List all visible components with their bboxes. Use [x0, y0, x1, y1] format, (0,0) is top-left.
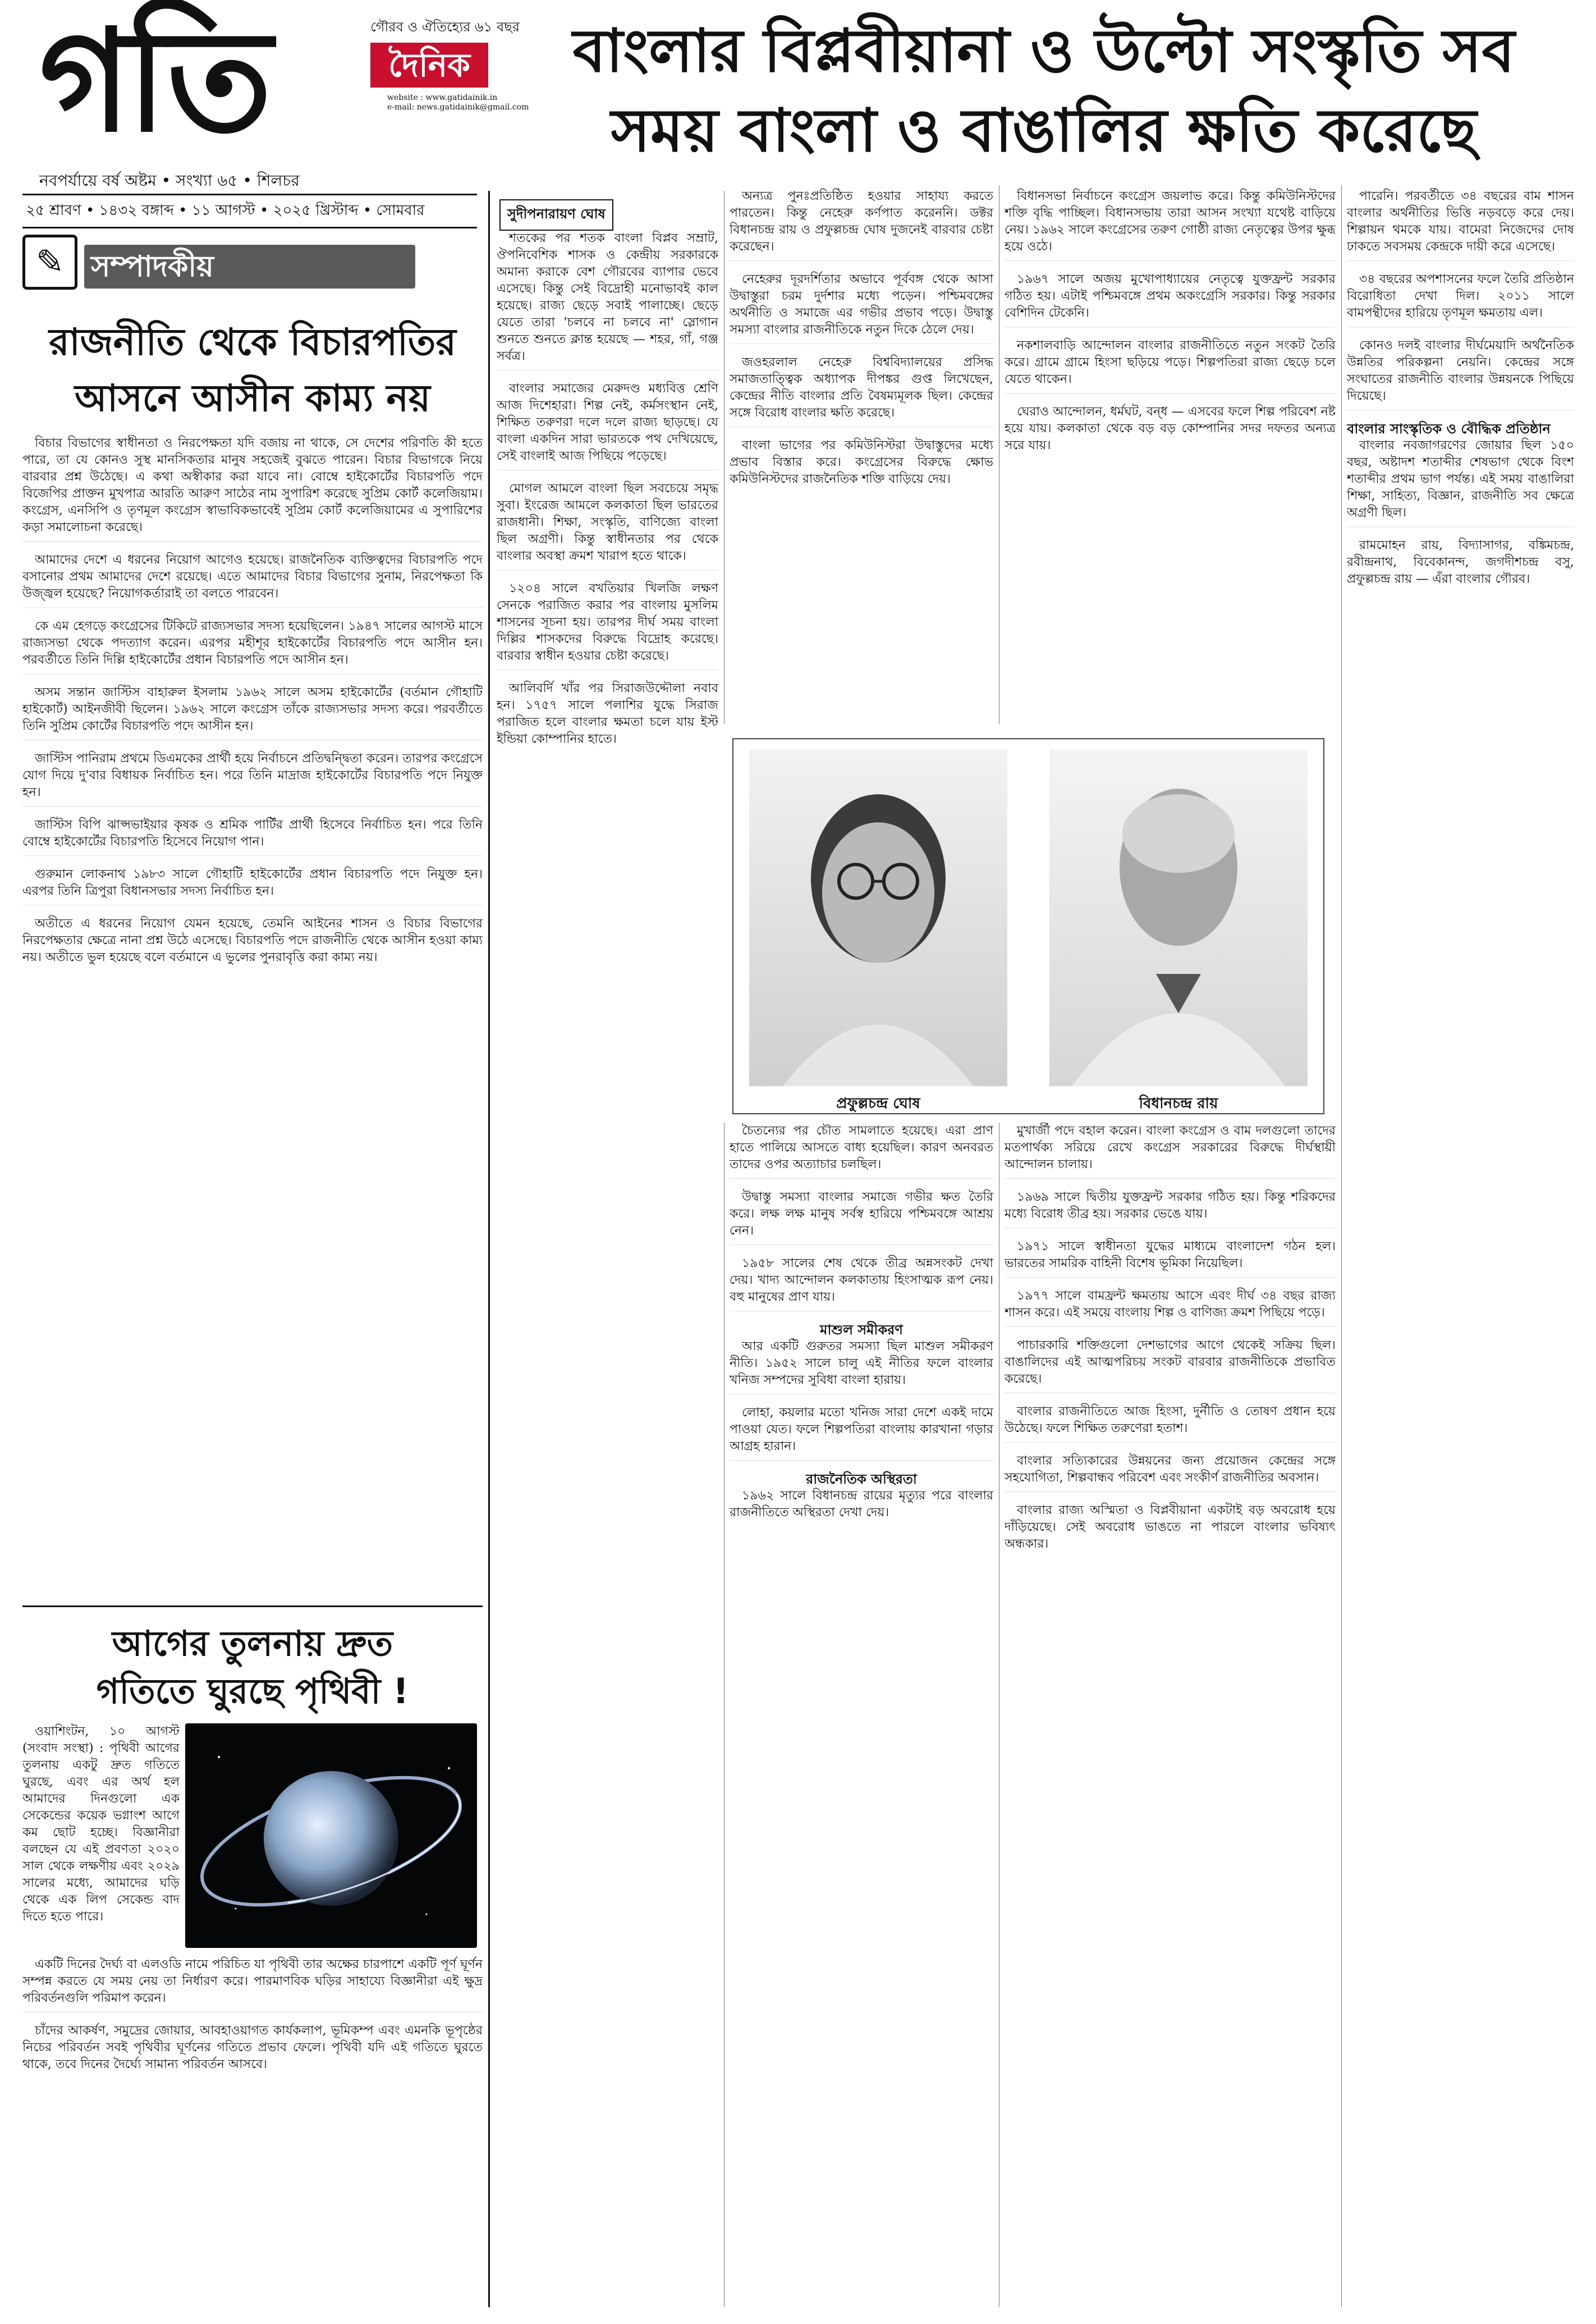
byline-box — [499, 199, 613, 231]
issue-info: নবপর্যায়ে বর্ষ অষ্টম • সংখ্যা ৬৫ • শিলচর — [39, 171, 300, 190]
paragraph: আলিবর্দি খাঁর পর সিরাজউদ্দৌলা নবাব হন। ১৭৫৭ সালে পলাশির যুদ্ধে সিরাজ পরাজিত হলে বাংলার ক্ষমতা চলে যায় ইস্ট ইন্ডিয়া কোম্পানির হাতে। — [497, 681, 718, 746]
subheading: রাজনৈতিক অস্থিরতা — [806, 1471, 917, 1487]
feature-column-1 — [497, 230, 718, 2302]
portrait-silhouette-1 — [749, 749, 1007, 1086]
editorial-body — [22, 435, 483, 1600]
paragraph: নকশালবাড়ি আন্দোলন বাংলার রাজনীতিতে নতুন সংকট তৈরি করে। গ্রামে গ্রামে হিংসা ছড়িয়ে পড়ে। শিল্পপতিরা রাজ্য ছেড়ে চলে যেতে থাকেন। — [1005, 338, 1336, 386]
world-news-body — [22, 1956, 483, 2304]
subheading: মাশুল সমীকরণ — [820, 1321, 903, 1338]
paragraph: লোহা, কয়লার মতো খনিজ সারা দেশে একই দামে পাওয়া যেত। ফলে শিল্পপতিরা বাংলায় কারখানা গড়ার আগ্রহ হারান। — [730, 1406, 993, 1453]
portrait-photo-prafulla-chandra-ghosh — [749, 749, 1007, 1086]
feature-column-5 — [730, 1123, 993, 2304]
paragraph: বিধানসভা নির্বাচনে কংগ্রেস জয়লাভ করে। কিন্তু কমিউনিস্টদের শক্তি বৃদ্ধি পাচ্ছিল। বিধানসভায় তারা আসন সংখ্যা যথেষ্ট বাড়িয়ে নেয়। ১৯৬২ সালে কংগ্রেসের তরুণ গোষ্ঠী রাজ্য নেতৃত্বের উপর ক্ষুব্ধ হয়ে ওঠে। — [1005, 189, 1336, 254]
portrait-silhouette-2 — [1049, 749, 1308, 1086]
paragraph: নেহেরুর দূরদর্শিতার অভাবে পূর্ববঙ্গ থেকে আসা উদ্বাস্তুরা চরম দুর্দশার মধ্যে পড়েন। পশ্চিমবঙ্গের অর্থনীতি ও সমাজে এর গভীর প্রভাব পড়ে। উদ্বাস্তু সমস্যা বাংলার রাজনীতিকে নতুন দিকে ঠেলে দেয়। — [730, 272, 993, 337]
paragraph: চৈতন্যের পর চৌত সামলাতে হয়েছে। এরা প্রাণ হাতে পালিয়ে আসতে বাধ্য হয়েছিল। কারণ অনবরত তাদের ওপর অত্যাচার চলছিল। — [730, 1124, 993, 1172]
paragraph: ১৯৭৭ সালে বামফ্রন্ট ক্ষমতায় আসে এবং দীর্ঘ ৩৪ বছর রাজ্য শাসন করে। এই সময়ে বাংলায় শিল্প ও বাণিজ্য ক্রমশ পিছিয়ে পড়ে। — [1005, 1289, 1336, 1320]
feature-column-3 — [1005, 188, 1336, 721]
paragraph: শতকের পর শতক বাংলা বিপ্লব সম্রাট, ঔপনিবেশিক শাসক ও কেন্দ্রীয় সরকারকে অমান্য করাকে বেশ গৌরবের ব্যাপার ভেবে এসেছে। কিন্তু সেই বিদ্রোহী মনোভাবই কাল হয়েছে। রাজ্য ছেড়ে সবাই পালাচ্ছে। ছেড়ে যেতে তারা 'চলবে না চলবে না' স্লোগান শুনতে শুনতে ক্লান্ত হয়েছে — শহর, গাঁ, গঞ্জ সর্বত্র। — [497, 231, 718, 363]
lead-headline — [505, 11, 1583, 171]
photo-caption-1: প্রফুল্লচন্দ্র ঘোষ — [836, 1095, 920, 1112]
subheading: বাংলার সাংস্কৃতিক ও বৌদ্ধিক প্রতিষ্ঠান — [1347, 420, 1551, 437]
paragraph: চাঁদের আকর্ষণ, সমুদ্রের জোয়ার, আবহাওয়াগত কার্যকলাপ, ভূমিকম্প এবং এমনকি ভূপৃষ্ঠের নিচের পরিবর্তন সবই পৃথিবীর ঘূর্ণনের গতিতে প্রভাব ফেলে। পৃথিবী যদি এই গতিতে ঘুরতে থাকে, তবে দিনের দৈর্ঘ্যে সামান্য পরিবর্তন আসবে। — [22, 2024, 483, 2071]
paragraph: ১৯৬৯ সালে দ্বিতীয় যুক্তফ্রন্ট সরকার গঠিত হয়। কিন্তু শরিকদের মধ্যে বিরোধ তীব্র হয়। সরকার ভেঙে যায়। — [1005, 1190, 1336, 1221]
paragraph: ১৯৬২ সালে বিধানচন্দ্র রায়ের মৃত্যুর পরে বাংলার রাজনীতিতে অস্থিরতা দেখা দেয়। — [730, 1489, 993, 1520]
paragraph: রামমোহন রায়, বিদ্যাসাগর, বঙ্কিমচন্দ্র, রবীন্দ্রনাথ, বিবেকানন্দ, জগদীশচন্দ্র বসু, প্রফুল্লচন্দ্র রায় — এঁরা বাংলার গৌরব। — [1347, 538, 1574, 586]
paragraph: জাস্টিস বিপি ঝাপ্সভাইয়ার কৃষক ও শ্রমিক পার্টির প্রার্থী হিসেবে নির্বাচিত হন। পরে তিনি বোম্বে হাইকোর্টের বিচারপতি হিসেবে নিয়োগ পান। — [22, 818, 483, 849]
paragraph: মোগল আমলে বাংলা ছিল সবচেয়ে সমৃদ্ধ সুবা। ইংরেজ আমলে কলকাতা ছিল ভারতের রাজধানী। শিক্ষা, সংস্কৃতি, বাণিজ্যে বাংলা ছিল অগ্রণী। কিন্তু স্বাধীনতার পর থেকে বাংলার অবস্থা ক্রমশ খারাপ হতে থাকে। — [497, 482, 718, 563]
paragraph: ১৯৫৮ সালের শেষ থেকে তীব্র অন্নসংকট দেখা দেয়। খাদ্য আন্দোলন কলকাতায় হিংসাত্মক রূপ নেয়। বহু মানুষের প্রাণ যায়। — [730, 1256, 993, 1304]
paragraph: আর একটি গুরুতর সমস্যা ছিল মাশুল সমীকরণ নীতি। ১৯৫২ সালে চালু এই নীতির ফলে বাংলার খনিজ সম্পদের সুবিধা বাংলা হারায়। — [730, 1339, 993, 1387]
paragraph: কে এম হেগড়ে কংগ্রেসের টিকিটে রাজ্যসভার সদস্য হয়েছিলেন। ১৯৪৭ সালের আগস্ট মাসে রাজ্যসভা থেকে পদত্যাগ করেন। এরপর মহীশূর হাইকোর্টের বিচারপতি পদে আসীন হন। পরবর্তীতে তিনি দিল্লি হাইকোর্টের প্রধান বিচারপতি পদে আসীন হন। — [22, 619, 483, 667]
byline: সুদীপনারায়ণ ঘোষ — [499, 199, 613, 231]
edition-badge: দৈনিক — [370, 43, 488, 88]
world-news-headline-line2: গতিতে ঘুরছে পৃথিবী ! — [96, 1671, 409, 1712]
world-news-headline-line1: আগের তুলনায় দ্রুত — [112, 1623, 393, 1664]
lead-headline-line2: সময় বাংলা ও বাঙালির ক্ষতি করেছে — [611, 96, 1477, 165]
paragraph: জাস্টিস পানিরাম প্রথমে ডিএমকের প্রার্থী হয়ে নির্বাচনে প্রতিদ্বন্দ্বিতা করেন। তারপর কংগ্রেসে যোগ দিয়ে দু'বার বিধায়ক নির্বাচিত হন। পরে তিনি মাদ্রাজ হাইকোর্টের বিচারপতি পদে নিযুক্ত হন। — [22, 752, 483, 799]
column-divider — [488, 191, 490, 2307]
paragraph: ১৯৬৭ সালে অজয় মুখোপাধ্যায়ের নেতৃত্বে যুক্তফ্রন্ট সরকার গঠিত হয়। এটাই পশ্চিমবঙ্গে প্রথম অকংগ্রেসি সরকার। কিন্তু সরকার বেশিদিন টেকেনি। — [1005, 272, 1336, 320]
paragraph: জওহরলাল নেহেরু বিশ্ববিদ্যালয়ের প্রসিদ্ধ সমাজতাত্ত্বিক অধ্যাপক দীপঙ্কর গুপ্ত লিখেছেন, কেন্দ্রের নীতি বাংলার প্রতি বৈষম্যমূলক ছিল। কেন্দ্রের সঙ্গে বিরোধ বাংলার ক্ষতি করেছে। — [730, 355, 993, 420]
paragraph: আমাদের দেশে এ ধরনের নিয়োগ আগেও হয়েছে। রাজনৈতিক ব্যক্তিত্বদের বিচারপতি পদে বসানোর প্রথম আমাদের দেশে রয়েছে। এতে আমাদের বিচার বিভাগের সুনাম, নিরপেক্ষতা কি উজ্জ্বল হয়েছে? নিয়োগকর্তারাই তা বলতে পারবেন। — [22, 553, 483, 601]
paragraph: মুখার্জী পদে বহাল করেন। বাংলা কংগ্রেস ও বাম দলগুলো তাদের মতপার্থক্য সরিয়ে রেখে কংগ্রেস সরকারের বিরুদ্ধে দীর্ঘস্থায়ী আন্দোলন চালায়। — [1005, 1124, 1336, 1172]
paragraph: পারেনি। পরবর্তীতে ৩৪ বছরের বাম শাসন বাংলার অর্থনীতির ভিত্তি নড়বড়ে করে দেয়। শিল্পায়ন থমকে যায়। বামেরা নিজেদের দোষ ঢাকতে সবসময় কেন্দ্রকে দায়ী করে এসেছে। — [1347, 189, 1574, 254]
feature-column-2 — [730, 188, 993, 721]
portrait-photo-bidhan-chandra-roy — [1049, 749, 1308, 1086]
paragraph: ৩৪ বছরের অপশাসনের ফলে তৈরি প্রতিষ্ঠান বিরোধিতা দেখা দিল। ২০১১ সালে বামপন্থীদের হারিয়ে তৃণমূল ক্ষমতায় এল। — [1347, 272, 1574, 320]
masthead-tagline: গৌরব ও ঐতিহ্যের ৬১ বছর — [370, 19, 520, 35]
pen-icon: ✎ — [22, 235, 77, 290]
paragraph: একটি দিনের দৈর্ঘ্য বা এলওডি নামে পরিচিত যা পৃথিবী তার অক্ষের চারপাশে একটি পূর্ণ ঘূর্ণন সম্পন্ন করতে যে সময় নেয় তা নির্ধারণ করে। পারমাণবিক ঘড়ির সাহায্যে বিজ্ঞানীরা এই ক্ষুদ্র পরিবর্তনগুলি পরিমাপ করেন। — [22, 1957, 483, 2005]
paragraph: বাংলা ভাগের পর কমিউনিস্টরা উদ্বাস্তুদের মধ্যে প্রভাব বিস্তার করে। কংগ্রেসের বিরুদ্ধে ক্ষোভ কমিউনিস্টদের রাজনৈতিক শক্তি বাড়িয়ে দেয়। — [730, 438, 993, 486]
paragraph: ১২০৪ সালে বখতিয়ার খিলজি লক্ষণ সেনকে পরাজিত করার পর বাংলায় মুসলিম শাসনের সূচনা হয়। তারপর দীর্ঘ সময় বাংলা দিল্লির শাসকদের বিরুদ্ধে বিদ্রোহ করেছে। বারবার স্বাধীন হওয়ার চেষ্টা করেছে। — [497, 582, 718, 663]
paragraph: অসম সন্তান জাস্টিস বাহারুল ইসলাম ১৯৬২ সালে অসম হাইকোর্টের (বর্তমান গৌহাটি হাইকোর্ট) আইনজীবী ছিলেন। ১৯৬২ সালে কংগ্রেস তাঁকে রাজ্যসভার সদস্য করে। পরবর্তীতে তিনি সুপ্রিম কোর্টের বিচারপতি পদে আসীন হন। — [22, 685, 483, 733]
photo-caption-2: বিধানচন্দ্র রায় — [1139, 1095, 1218, 1112]
world-news-headline — [22, 1620, 483, 1715]
column-divider — [1341, 185, 1342, 2307]
paragraph: বাংলার রাজ্য অস্মিতা ও বিপ্লবীয়ানা একটাই বড় অবরোধ হয়ে দাঁড়িয়েছে। সেই অবরোধ ভাঙতে না পারলে বাংলার ভবিষ্যৎ অন্ধকার। — [1005, 1503, 1336, 1551]
world-news-intro — [22, 1723, 180, 1948]
editorial-headline-line1: রাজনীতি থেকে বিচারপতির — [49, 321, 456, 364]
paragraph: কোনও দলই বাংলার দীর্ঘমেয়াদি অর্থনৈতিক উন্নতির পরিকল্পনা নেয়নি। কেন্দ্রের সঙ্গে সংঘাতের রাজনীতি বাংলার উন্নয়নকে পিছিয়ে দিয়েছে। — [1347, 338, 1574, 403]
section-divider — [22, 1605, 483, 1607]
paragraph: বাংলার রাজনীতিতে আজ হিংসা, দুর্নীতি ও তোষণ প্রধান হয়ে উঠেছে। ফলে শিক্ষিত তরুণেরা হতাশ। — [1005, 1405, 1336, 1435]
paragraph: পাচারকারি শক্তিগুলো দেশভাগের আগে থেকেই সক্রিয় ছিল। বাঙালিদের এই আত্মপরিচয় সংকট বারবার রাজনীতিকে প্রভাবিত করেছে। — [1005, 1338, 1336, 1386]
paragraph: বাংলার সমাজের মেরুদণ্ড মধ্যবিত্ত শ্রেণি আজ দিশেহারা। শিল্প নেই, কর্মসংস্থান নেই, শিক্ষিত তরুণরা দলে দলে রাজ্য ছাড়ছে। যে বাংলা একদিন সারা ভারতকে পথ দেখিয়েছে, সেই বাংলাই আজ পিছিয়ে পড়েছে। — [497, 382, 718, 463]
paragraph: ঘেরাও আন্দোলন, ধর্মঘট, বন্‌ধ — এসবের ফলে শিল্প পরিবেশ নষ্ট হয়ে যায়। কলকাতা থেকে বড় বড় কোম্পানির সদর দফতর অন্যত্র সরে যায়। — [1005, 405, 1336, 452]
paragraph: বিচার বিভাগের স্বাধীনতা ও নিরপেক্ষতা যদি বজায় না থাকে, সে দেশের পরিণতি কী হতে পারে, তা যে কোনও সুস্থ মানসিকতার মানুষ সহজেই বুঝতে পারেন। বিচার বিভাগকে নিয়ে বারবার প্রশ্ন উঠেছে। এ কথা অস্বীকার করা যাবে না। বোম্বে হাইকোর্টের বিচারপতি পদে বিজেপির প্রাক্তন মুখপাত্র আরতি আরুণ সাঠের নাম সুপারিশ করেছে সুপ্রিম কোর্ট কলেজিয়াম। কংগ্রেস, এনসিপি ও তৃণমূল কংগ্রেস স্বাভাবিকভাবেই সুপ্রিম কোর্ট কলেজিয়ামের এ সুপারিশের কড়া সমালোচনা করেছে। — [22, 436, 483, 534]
editorial-headline — [22, 314, 483, 427]
editorial-headline-line2: আসনে আসীন কাম্য নয় — [75, 377, 430, 420]
paragraph: বাংলার সত্যিকারের উন্নয়নের জন্য প্রয়োজন কেন্দ্রের সঙ্গে সহযোগিতা, শিল্পবান্ধব পরিবেশ এবং সংকীর্ণ রাজনীতির অবসান। — [1005, 1454, 1336, 1485]
paragraph: অতীতে এ ধরনের নিয়োগ যেমন হয়েছে, তেমনি আইনের শাসন ও বিচার বিভাগের নিরপেক্ষতার ক্ষেত্রে নানা প্রশ্ন উঠে এসেছে। বিচারপতি পদে রাজনীতি থেকে আসীন হওয়া কাম্য নয়। অতীতে ভুল হয়েছে বলে বর্তমানে এ ভুলের পুনরাবৃত্তি করা কাম্য নয়। — [22, 917, 483, 964]
paragraph: গুরুমান লোকনাথ ১৯৮৩ সালে গৌহাটি হাইকোর্টের প্রধান বিচারপতি পদে নিযুক্ত হন। এরপর তিনি ত্রিপুরা বিধানসভার সদস্য নির্বাচিত হন। — [22, 867, 483, 898]
paragraph: উদ্বাস্তু সমস্যা বাংলার সমাজে গভীর ক্ষত তৈরি করে। লক্ষ লক্ষ মানুষ সর্বস্ব হারিয়ে পশ্চিমবঙ্গে আশ্রয় নেন। — [730, 1190, 993, 1238]
website-text: website : www.gatidainik.in — [387, 93, 498, 102]
planet-image — [185, 1723, 477, 1948]
feature-column-6 — [1005, 1123, 1336, 2304]
lead-headline-line1: বাংলার বিপ্লবীয়ানা ও উল্টো সংস্কৃতি সব — [572, 16, 1515, 85]
dateline: ২৫ শ্রাবণ • ১৪৩২ বঙ্গাব্দ • ১১ আগস্ট • ২০২৫ খ্রিস্টাব্দ • সোমবার — [22, 194, 477, 228]
earth-ring-illustration — [185, 1723, 477, 1948]
feature-column-4 — [1347, 188, 1574, 2304]
newspaper-logo: গতি — [39, 0, 268, 163]
paragraph: বাংলার নবজাগরণের জোয়ার ছিল ১৫০ বছর, অষ্টাদশ শতাব্দীর শেষভাগ থেকে বিংশ শতাব্দীর প্রথম ভাগ পর্যন্ত। এই সময় বাঙালিরা শিক্ষা, সাহিত্য, বিজ্ঞান, রাজনীতি সব ক্ষেত্রে অগ্রণী ছিল। — [1347, 438, 1574, 520]
paragraph: ১৯৭১ সালে স্বাধীনতা যুদ্ধের মাধ্যমে বাংলাদেশ গঠন হল। ভারতের সামরিক বাহিনী বিশেষ ভূমিকা নিয়েছিল। — [1005, 1239, 1336, 1270]
paragraph: অন্যত্র পুনঃপ্রতিষ্ঠিত হওয়ার সাহায্য করতে পারতেন। কিন্তু নেহেরু কর্ণপাত করেননি। ডক্টর বিধানচন্দ্র রায় ও প্রফুল্লচন্দ্র ঘোষ দুজনেই বারবার চেষ্টা করেছেন। — [730, 189, 993, 254]
email-text: e-mail: news.gatidainik@gmail.com — [387, 103, 529, 112]
editorial-label: সম্পাদকীয় — [91, 250, 214, 283]
paragraph: ওয়াশিংটন, ১০ আগস্ট (সংবাদ সংস্থা) : পৃথিবী আগের তুলনায় একটু দ্রুত গতিতে ঘুরছে, এবং এর অর্থ হল আমাদের দিনগুলো এক সেকেন্ডের কয়েক ভগ্নাংশ আগে কম ছোট হচ্ছে। বিজ্ঞানীরা বলছেন যে এই প্রবণতা ২০২০ সাল থেকে লক্ষণীয় এবং ২০২৯ সালের মধ্যে, আমাদের ঘড়ি থেকে এক লিপ সেকেন্ড বাদ দিতে হতে পারে। — [22, 1724, 180, 1924]
